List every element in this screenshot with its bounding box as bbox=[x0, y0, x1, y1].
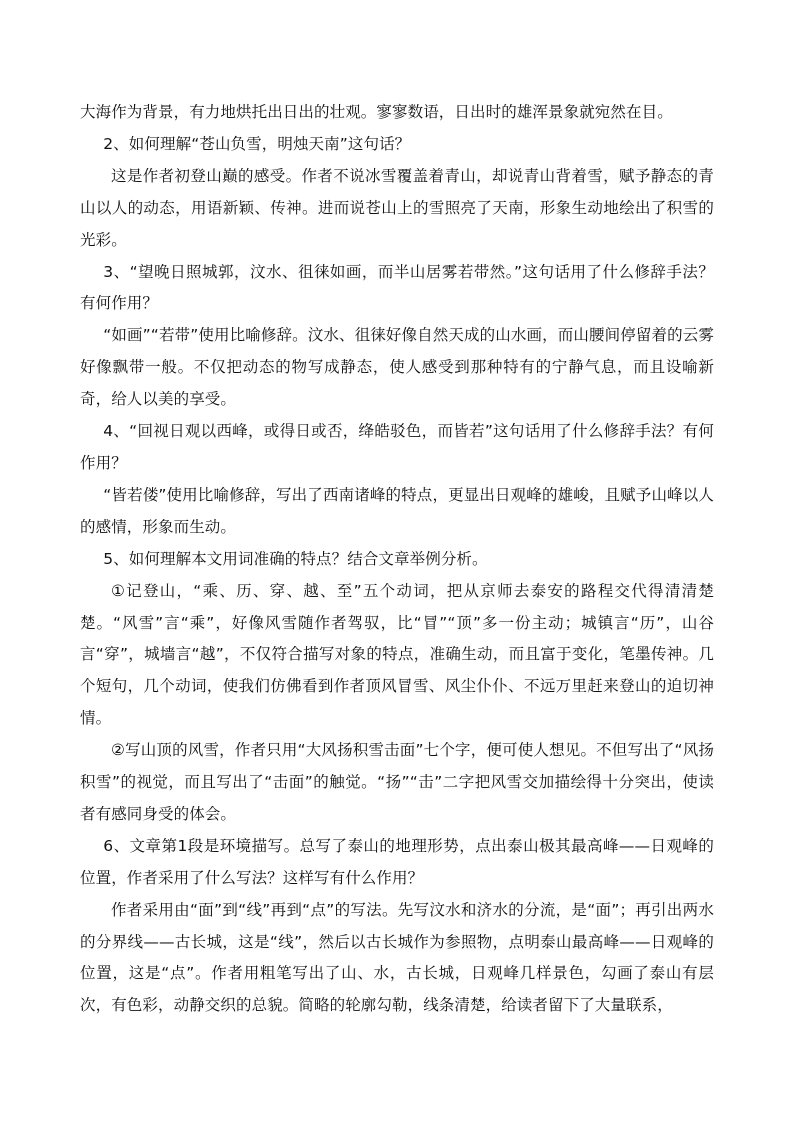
paragraph-continuation: 大海作为背景，有力地烘托出日出的壮观。寥寥数语，日出时的雄浑景象就宛然在目。 bbox=[80, 103, 673, 121]
question-2: 2、如何理解“苍山负雪，明烛天南”这句话？ bbox=[103, 134, 411, 153]
answer-4: “皆若偻”使用比喻修辞，写出了西南诸峰的特点，更显出日观峰的雄峻，且赋予山峰以人的感情，形象而生动。 bbox=[80, 485, 714, 536]
answer-6: 作者采用由“面”到“线”再到“点”的写法。先写汶水和济水的分流，是“面”；再引出两水的分界线——古长城，这是“线”，然后以古长城作为参照物，点明泰山最高峰——日观峰的位置，这是“点”。作者用粗笔写出了山、水，古长城，日观峰几样景色，勾画了泰山有层次，有色彩，动静交织的总貌。简略的轮廓勾勒，线条清楚，给读者留下了大量联系， bbox=[80, 900, 714, 1015]
document-body bbox=[80, 97, 714, 1022]
question-6: 6、文章第1段是环境描写。总写了泰山的地理形势，点出泰山极其最高峰——日观峰的位置，作者采用了什么写法？这样写有什么作用？ bbox=[80, 836, 714, 887]
answer-2: 这是作者初登山巅的感受。作者不说冰雪覆盖着青山，却说青山背着雪，赋予静态的青山以人的动态，用语新颖、传神。进而说苍山上的雪照亮了天南，形象生动地绘出了积雪的光彩。 bbox=[80, 166, 714, 249]
answer-5-part-2: ②写山顶的风雪，作者只用“大风扬积雪击面”七个字，便可使人想见。不但写出了“风扬积雪”的视觉，而且写出了“击面”的触觉。“扬”“击”二字把风雪交加描绘得十分突出，使读者有感同身受的体会。 bbox=[80, 741, 714, 823]
question-4: 4、“回视日观以西峰，或得日或否，绛皓驳色，而皆若”这句话用了什么修辞手法？有何作用？ bbox=[80, 422, 714, 472]
question-5: 5、如何理解本文用词准确的特点？结合文章举例分析。 bbox=[103, 549, 488, 568]
answer-3: “如画”“若带”使用比喻修辞。汶水、徂徕好像自然天成的山水画，而山腰间停留着的云雾好像飘带一般。不仅把动态的物写成静态，使人感受到那种特有的宁静气息，而且设喻新奇，给人以美的享受。 bbox=[80, 326, 714, 409]
answer-5-part-1: ①记登山，“乘、历、穿、越、至”五个动词，把从京师去泰安的路程交代得清清楚楚。“风雪”言“乘”，好像风雪随作者驾驭，比“冒”“顶”多一份主动；城镇言“历”，山谷言“穿”，城墙言“越”，不仅符合描写对象的特点，准确生动，而且富于变化，笔墨传神。几个短句，几个动词，使我们仿佛看到作者顶风冒雪、风尘仆仆、不远万里赶来登山的迫切神情。 bbox=[80, 581, 714, 728]
question-3: 3、“望晚日照城郭，汶水、徂徕如画，而半山居雾若带然。”这句话用了什么修辞手法？有何作用？ bbox=[80, 262, 714, 313]
